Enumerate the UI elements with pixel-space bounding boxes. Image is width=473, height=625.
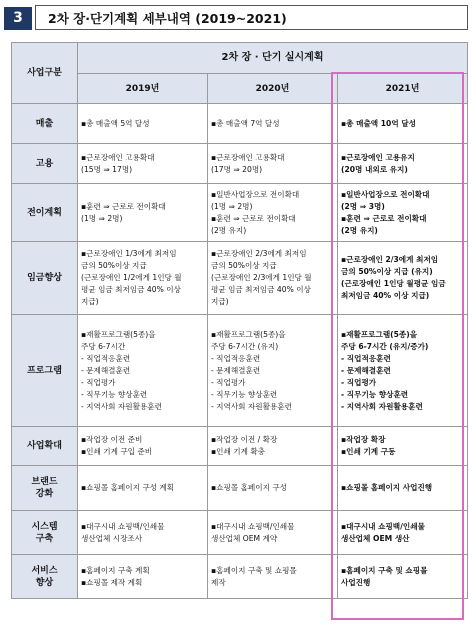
plan-cell-line: 평균 임금 최저임금 40% 이상 [211,285,311,294]
row-category [12,555,78,599]
plan-cell-2021 [338,144,468,184]
plan-cell-line: 금의 50%이상 지급 (유지) [341,267,433,276]
plan-cell-2019 [78,555,208,599]
plan-cell-line: 주당 6-7시간 [81,341,126,351]
plan-cell-line: - 문제해결훈련 [341,365,391,375]
plan-cell-line: ▪재활프로그램(5종)을 [341,329,418,339]
plan-cell-line: (2명 유지) [211,225,247,235]
plan-cell-line: 지급) [81,297,99,306]
plan-cell-line: ▪쇼핑몰 제작 계획 [81,577,143,587]
row-category [12,104,78,144]
plan-cell-line: (근로장애인 2/3에게 1인당 월 [211,273,312,282]
row-category-line: 프로그램 [27,365,62,376]
plan-cell-line: ▪인쇄 기계 구입 준비 [81,447,153,456]
plan-cell-line: ▪대구시내 쇼핑백/인쇄물 [81,521,165,531]
plan-cell-line: - 문제해결훈련 [81,365,131,375]
plan-table [11,42,468,599]
plan-cell-line: ▪홈페이지 구축 및 쇼핑몰 [341,565,428,575]
table-row [12,104,468,144]
plan-cell-line: ▪일반사업장으로 전이확대 [211,189,300,199]
plan-cell-line: 평균 임금 최저임금 40% 이상 [81,285,181,294]
plan-cell-line: (15명 ⇒ 17명) [81,164,133,174]
table-row [12,466,468,511]
row-category-line: 사업확대 [27,441,62,451]
row-category-line: 구축 [35,533,54,544]
plan-header: 2차 장 · 단기 실시계획 [78,43,468,74]
plan-cell-line: ▪홈페이지 구축 및 쇼핑몰 [211,565,297,575]
plan-cell-2019 [78,315,208,427]
plan-cell-line: ▪인쇄 기계 확충 [211,447,265,456]
row-category [12,242,78,315]
plan-cell-line: (1명 ⇒ 2명) [211,201,253,211]
plan-cell-line: (근로장애인 1인당 월평균 임금 [341,279,446,288]
plan-cell-line: ▪작업장 확장 [341,435,386,444]
plan-cell-line: 주당 6-7시간 (유지/증가) [341,341,429,351]
plan-cell-2019 [78,427,208,466]
plan-cell-line: - 직업평가 [211,377,246,387]
plan-cell-line: ▪쇼핑몰 홈페이지 사업진행 [341,483,433,492]
plan-cell-line: (2명 ⇒ 3명) [341,201,385,211]
plan-cell-line: ▪쇼핑몰 홈페이지 구성 [211,483,287,492]
plan-cell-line: ▪근로장애인 고용확대 [211,152,285,162]
plan-cell-line: - 지역사회 자원활용훈련 [341,401,423,411]
plan-cell-2020 [208,242,338,315]
plan-cell-line: 주당 6-7시간 (유지) [211,341,279,351]
plan-cell-line: (20명 내외로 유지) [341,164,408,174]
plan-cell-line: 생산업체 OEM 계약 [211,533,278,543]
table-row [12,242,468,315]
plan-cell-line: 금의 50%이상 지급 [211,261,277,270]
plan-cell-line: ▪작업장 이전 / 확장 [211,435,278,444]
plan-cell-line: ▪홈페이지 구축 계획 [81,565,150,575]
plan-cell-line: - 직업평가 [81,377,116,387]
plan-cell-line: (2명 유지) [341,225,378,235]
plan-cell-line: 금의 50%이상 지급 [81,261,147,270]
row-category-line: 서비스 [31,565,58,576]
plan-cell-line: - 직업평가 [341,377,377,387]
plan-cell-2021 [338,511,468,555]
plan-cell-2019 [78,144,208,184]
row-category [12,184,78,242]
plan-cell-line: ▪근로장애인 1/3에게 최저임 [81,249,177,258]
plan-cell-line: (근로장애인 1/2에게 1인당 월 [81,273,182,282]
year-header-row [12,74,468,104]
plan-cell-line: ▪총 매출액 5억 달성 [81,118,150,128]
plan-cell-line: ▪대구시내 쇼핑백/인쇄물 [341,521,425,531]
plan-cell-line: ▪근로장애인 2/3에게 최저임 [341,255,439,264]
plan-cell-line: ▪근로장애인 고용유지 [341,152,415,162]
plan-cell-line: - 직업적응훈련 [211,353,261,363]
row-category-line: 향상 [35,577,54,588]
row-category [12,427,78,466]
row-category-line: 전이계획 [27,207,62,218]
row-category-line: 매출 [35,118,54,129]
year-2021-header: 2021년 [338,74,468,104]
plan-cell-line: ▪근로장애인 고용확대 [81,152,155,162]
plan-cell-line: ▪훈련 ⇒ 근로로 전이확대 [211,213,296,223]
plan-cell-line: 생산업체 시장조사 [81,533,143,543]
plan-cell-2020 [208,144,338,184]
plan-cell-line: 제작 [211,577,226,587]
year-2019-header: 2019년 [78,74,208,104]
table-row [12,555,468,599]
plan-cell-line: - 직업적응훈련 [81,353,131,363]
table-row [12,315,468,427]
year-2020-header: 2020년 [208,74,338,104]
plan-cell-line: 최저임금 40% 이상 지급) [341,291,430,300]
plan-cell-line: - 지역사회 자원활용훈련 [211,401,292,411]
plan-cell-2021 [338,555,468,599]
plan-cell-2021 [338,315,468,427]
plan-cell-2020 [208,511,338,555]
plan-cell-line: ▪작업장 이전 준비 [81,435,143,444]
plan-cell-line: ▪총 매출액 7억 달성 [211,118,280,128]
plan-cell-line: ▪일반사업장으로 전이확대 [341,189,430,199]
plan-cell-line: ▪인쇄 기계 구동 [341,447,396,456]
plan-cell-2019 [78,466,208,511]
plan-cell-2020 [208,466,338,511]
plan-cell-2019 [78,242,208,315]
row-category-line: 임금향상 [27,273,62,283]
plan-cell-line: ▪재활프로그램(5종)을 [81,329,156,339]
section-title: 2차 장·단기계획 세부내역 (2019~2021) [35,5,468,30]
plan-cell-line: (1명 ⇒ 2명) [81,213,123,223]
row-category-line: 시스템 [31,521,58,532]
row-category [12,315,78,427]
plan-cell-2020 [208,315,338,427]
table-row [12,184,468,242]
plan-cell-line: 생산업체 OEM 생산 [341,533,410,543]
plan-cell-line: ▪총 매출액 10억 달성 [341,118,416,128]
plan-cell-2020 [208,184,338,242]
plan-cell-2019 [78,184,208,242]
plan-cell-2021 [338,104,468,144]
section-number-badge: 3 [4,7,32,30]
plan-cell-line: (17명 ⇒ 20명) [211,164,263,174]
plan-cell-line: - 직업적응훈련 [341,353,391,363]
row-category [12,511,78,555]
table-header-row [12,43,468,74]
plan-cell-line: - 직무기능 향상훈련 [81,389,148,399]
plan-cell-2021 [338,242,468,315]
plan-cell-line: - 지역사회 자원활용훈련 [81,401,162,411]
row-category-line: 강화 [35,489,54,499]
plan-cell-line: - 직무기능 향상훈련 [211,389,278,399]
plan-cell-2019 [78,511,208,555]
plan-cell-line: ▪훈련 ⇒ 근로로 전이확대 [341,213,427,223]
row-header-label: 사업구분 [12,43,78,104]
plan-cell-2021 [338,427,468,466]
row-category-line: 브랜드 [31,477,58,487]
plan-cell-2020 [208,427,338,466]
table-row [12,511,468,555]
table-row [12,144,468,184]
plan-cell-line: ▪근로장애인 2/3에게 최저임 [211,249,307,258]
plan-cell-line: ▪쇼핑몰 홈페이지 구성 계획 [81,483,175,492]
plan-cell-2020 [208,555,338,599]
plan-cell-line: ▪대구시내 쇼핑백/인쇄물 [211,521,295,531]
plan-cell-line: 사업진행 [341,577,371,587]
plan-cell-line: - 문제해결훈련 [211,365,261,375]
plan-cell-2020 [208,104,338,144]
plan-cell-line: ▪훈련 ⇒ 근로로 전이확대 [81,201,166,211]
row-category [12,144,78,184]
plan-cell-2019 [78,104,208,144]
row-category-line: 고용 [35,158,54,169]
plan-cell-line: - 직무기능 향상훈련 [341,389,409,399]
section-header [4,5,470,32]
plan-cell-2021 [338,184,468,242]
plan-cell-2021 [338,466,468,511]
plan-cell-line: ▪재활프로그램(5종)을 [211,329,286,339]
row-category [12,466,78,511]
table-row [12,427,468,466]
plan-cell-line: 지급) [211,297,229,306]
